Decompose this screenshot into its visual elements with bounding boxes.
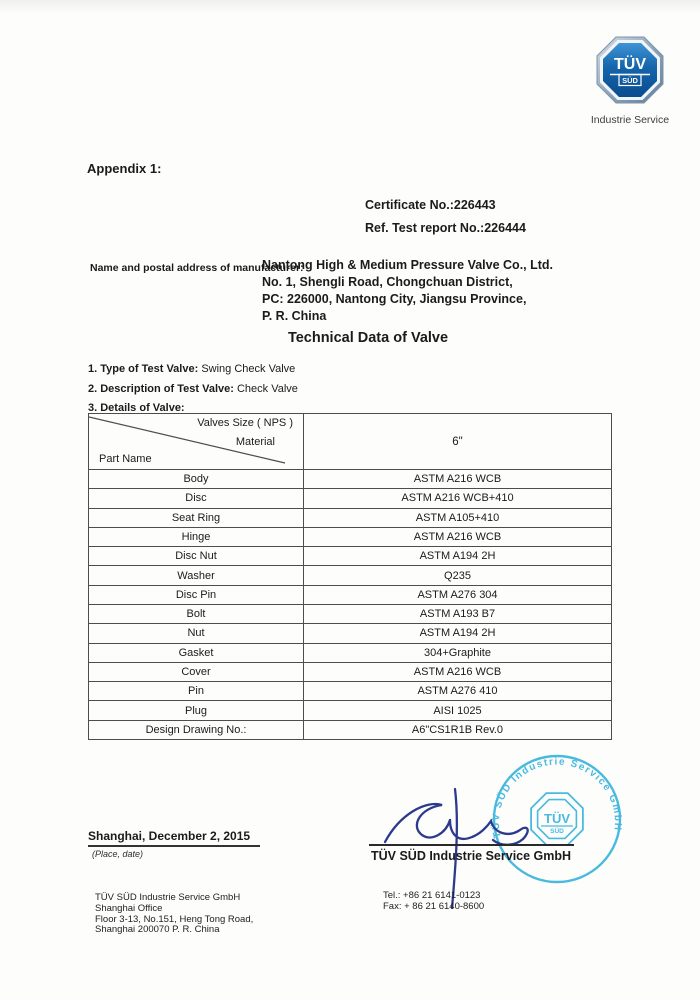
part-cell: Cover — [89, 663, 304, 681]
table-row — [89, 469, 611, 488]
footer-address-line: TÜV SÜD Industrie Service GmbH — [95, 892, 241, 903]
material-cell: ASTM A105+410 — [415, 511, 500, 524]
part-cell: Seat Ring — [89, 509, 304, 527]
part-cell: Disc — [89, 489, 304, 507]
table-row — [89, 681, 611, 700]
table-header — [89, 414, 611, 469]
signatory-company: TÜV SÜD Industrie Service GmbH — [371, 849, 572, 863]
item-label: 2. Description of Test Valve: — [88, 382, 234, 395]
part-cell: Pin — [89, 682, 304, 700]
valve-table-rows — [89, 469, 611, 739]
part-cell: Hinge — [89, 528, 304, 546]
item-value: Check Valve — [236, 382, 298, 395]
material-cell: AISI 1025 — [433, 704, 482, 717]
table-row — [89, 585, 611, 604]
list-item — [88, 360, 298, 380]
footer-address — [95, 893, 253, 936]
material-cell: ASTM A193 B7 — [419, 608, 496, 621]
manufacturer-address — [262, 257, 553, 325]
svg-text:SÜD: SÜD — [550, 828, 564, 835]
place-date: Shanghai, December 2, 2015 — [88, 829, 260, 847]
table-row — [89, 623, 611, 642]
material-cell: ASTM A216 WCB — [413, 473, 502, 486]
part-axis-label: Part Name — [99, 453, 152, 465]
svg-text:TÜV: TÜV — [614, 56, 646, 73]
table-row — [89, 700, 611, 719]
material-cell: A6"CS1R1B Rev.0 — [411, 723, 504, 736]
place-date-caption: (Place, date) — [92, 849, 144, 859]
part-cell: Body — [89, 470, 304, 488]
table-row — [89, 720, 611, 739]
material-cell: ASTM A194 2H — [419, 627, 496, 640]
material-cell: Q235 — [444, 569, 471, 582]
material-axis-label: Material — [235, 436, 275, 448]
table-header-corner — [89, 414, 304, 469]
appendix-label: Appendix 1: — [87, 161, 162, 176]
manufacturer-line: PC: 226000, Nantong City, Jiangsu Province, — [262, 292, 527, 306]
table-row — [89, 527, 611, 546]
table-row — [89, 643, 611, 662]
manufacturer-line: P. R. China — [262, 309, 327, 323]
material-cell: ASTM A216 WCB — [413, 530, 502, 543]
part-cell: Gasket — [89, 644, 304, 662]
ref-report-no: Ref. Test report No.:226444 — [365, 221, 526, 235]
list-item — [88, 380, 298, 400]
footer-telfax — [383, 891, 484, 913]
material-cell: ASTM A216 WCB — [413, 665, 502, 678]
footer-address-line: Floor 3-13, No.151, Heng Tong Road, — [95, 913, 254, 925]
material-cell: ASTM A194 2H — [419, 550, 496, 563]
table-row — [89, 565, 611, 584]
signature-line — [369, 844, 574, 846]
manufacturer-label: Name and postal address of manufacturer: — [90, 262, 304, 274]
tuv-sud-logo — [590, 36, 670, 126]
part-cell: Nut — [89, 624, 304, 642]
size-axis-label: Valves Size ( NPS ) — [197, 417, 293, 429]
part-cell: Disc Nut — [89, 547, 304, 565]
material-cell: ASTM A276 304 — [417, 588, 498, 601]
table-row — [89, 546, 611, 565]
valve-details-table — [88, 413, 612, 740]
item-label: 3. Details of Valve: — [88, 402, 185, 414]
material-cell: ASTM A216 WCB+410 — [401, 492, 514, 505]
material-cell: ASTM A276 410 — [417, 685, 498, 698]
table-row — [89, 508, 611, 527]
svg-text:TÜV: TÜV — [544, 811, 570, 826]
footer-tel: Tel.: +86 21 6141-0123 — [383, 890, 481, 901]
logo-caption: Industrie Service — [590, 114, 670, 126]
footer-fax: Fax: + 86 21 6140-8600 — [383, 900, 485, 912]
certificate-numbers — [365, 194, 526, 240]
tuv-octagon-icon — [596, 36, 664, 104]
manufacturer-line: Nantong High & Medium Pressure Valve Co., Ltd. — [262, 258, 554, 272]
part-cell: Disc Pin — [89, 586, 304, 604]
table-row — [89, 604, 611, 623]
table-row — [89, 662, 611, 681]
footer-address-line: Shanghai 200070 P. R. China — [95, 924, 220, 936]
valve-info-list — [88, 360, 298, 419]
table-row — [89, 488, 611, 507]
item-label: 1. Type of Test Valve: — [88, 363, 199, 375]
part-cell: Bolt — [89, 605, 304, 623]
part-cell: Design Drawing No.: — [89, 721, 304, 739]
certificate-no: Certificate No.:226443 — [365, 198, 496, 212]
part-cell: Plug — [89, 701, 304, 719]
svg-text:SÜD: SÜD — [622, 76, 638, 85]
footer-address-line: Shanghai Office — [95, 902, 163, 914]
material-cell: 304+Graphite — [424, 646, 491, 659]
part-cell: Washer — [89, 566, 304, 584]
manufacturer-line: No. 1, Shengli Road, Chongchuan District, — [262, 275, 513, 289]
document-title: Technical Data of Valve — [287, 330, 449, 346]
svg-text:TÜV SÜD Industrie Service GmbH: TÜV SÜD Industrie Service GmbH — [490, 756, 624, 839]
item-value: Swing Check Valve — [201, 363, 296, 375]
size-value-cell: 6" — [452, 435, 463, 448]
